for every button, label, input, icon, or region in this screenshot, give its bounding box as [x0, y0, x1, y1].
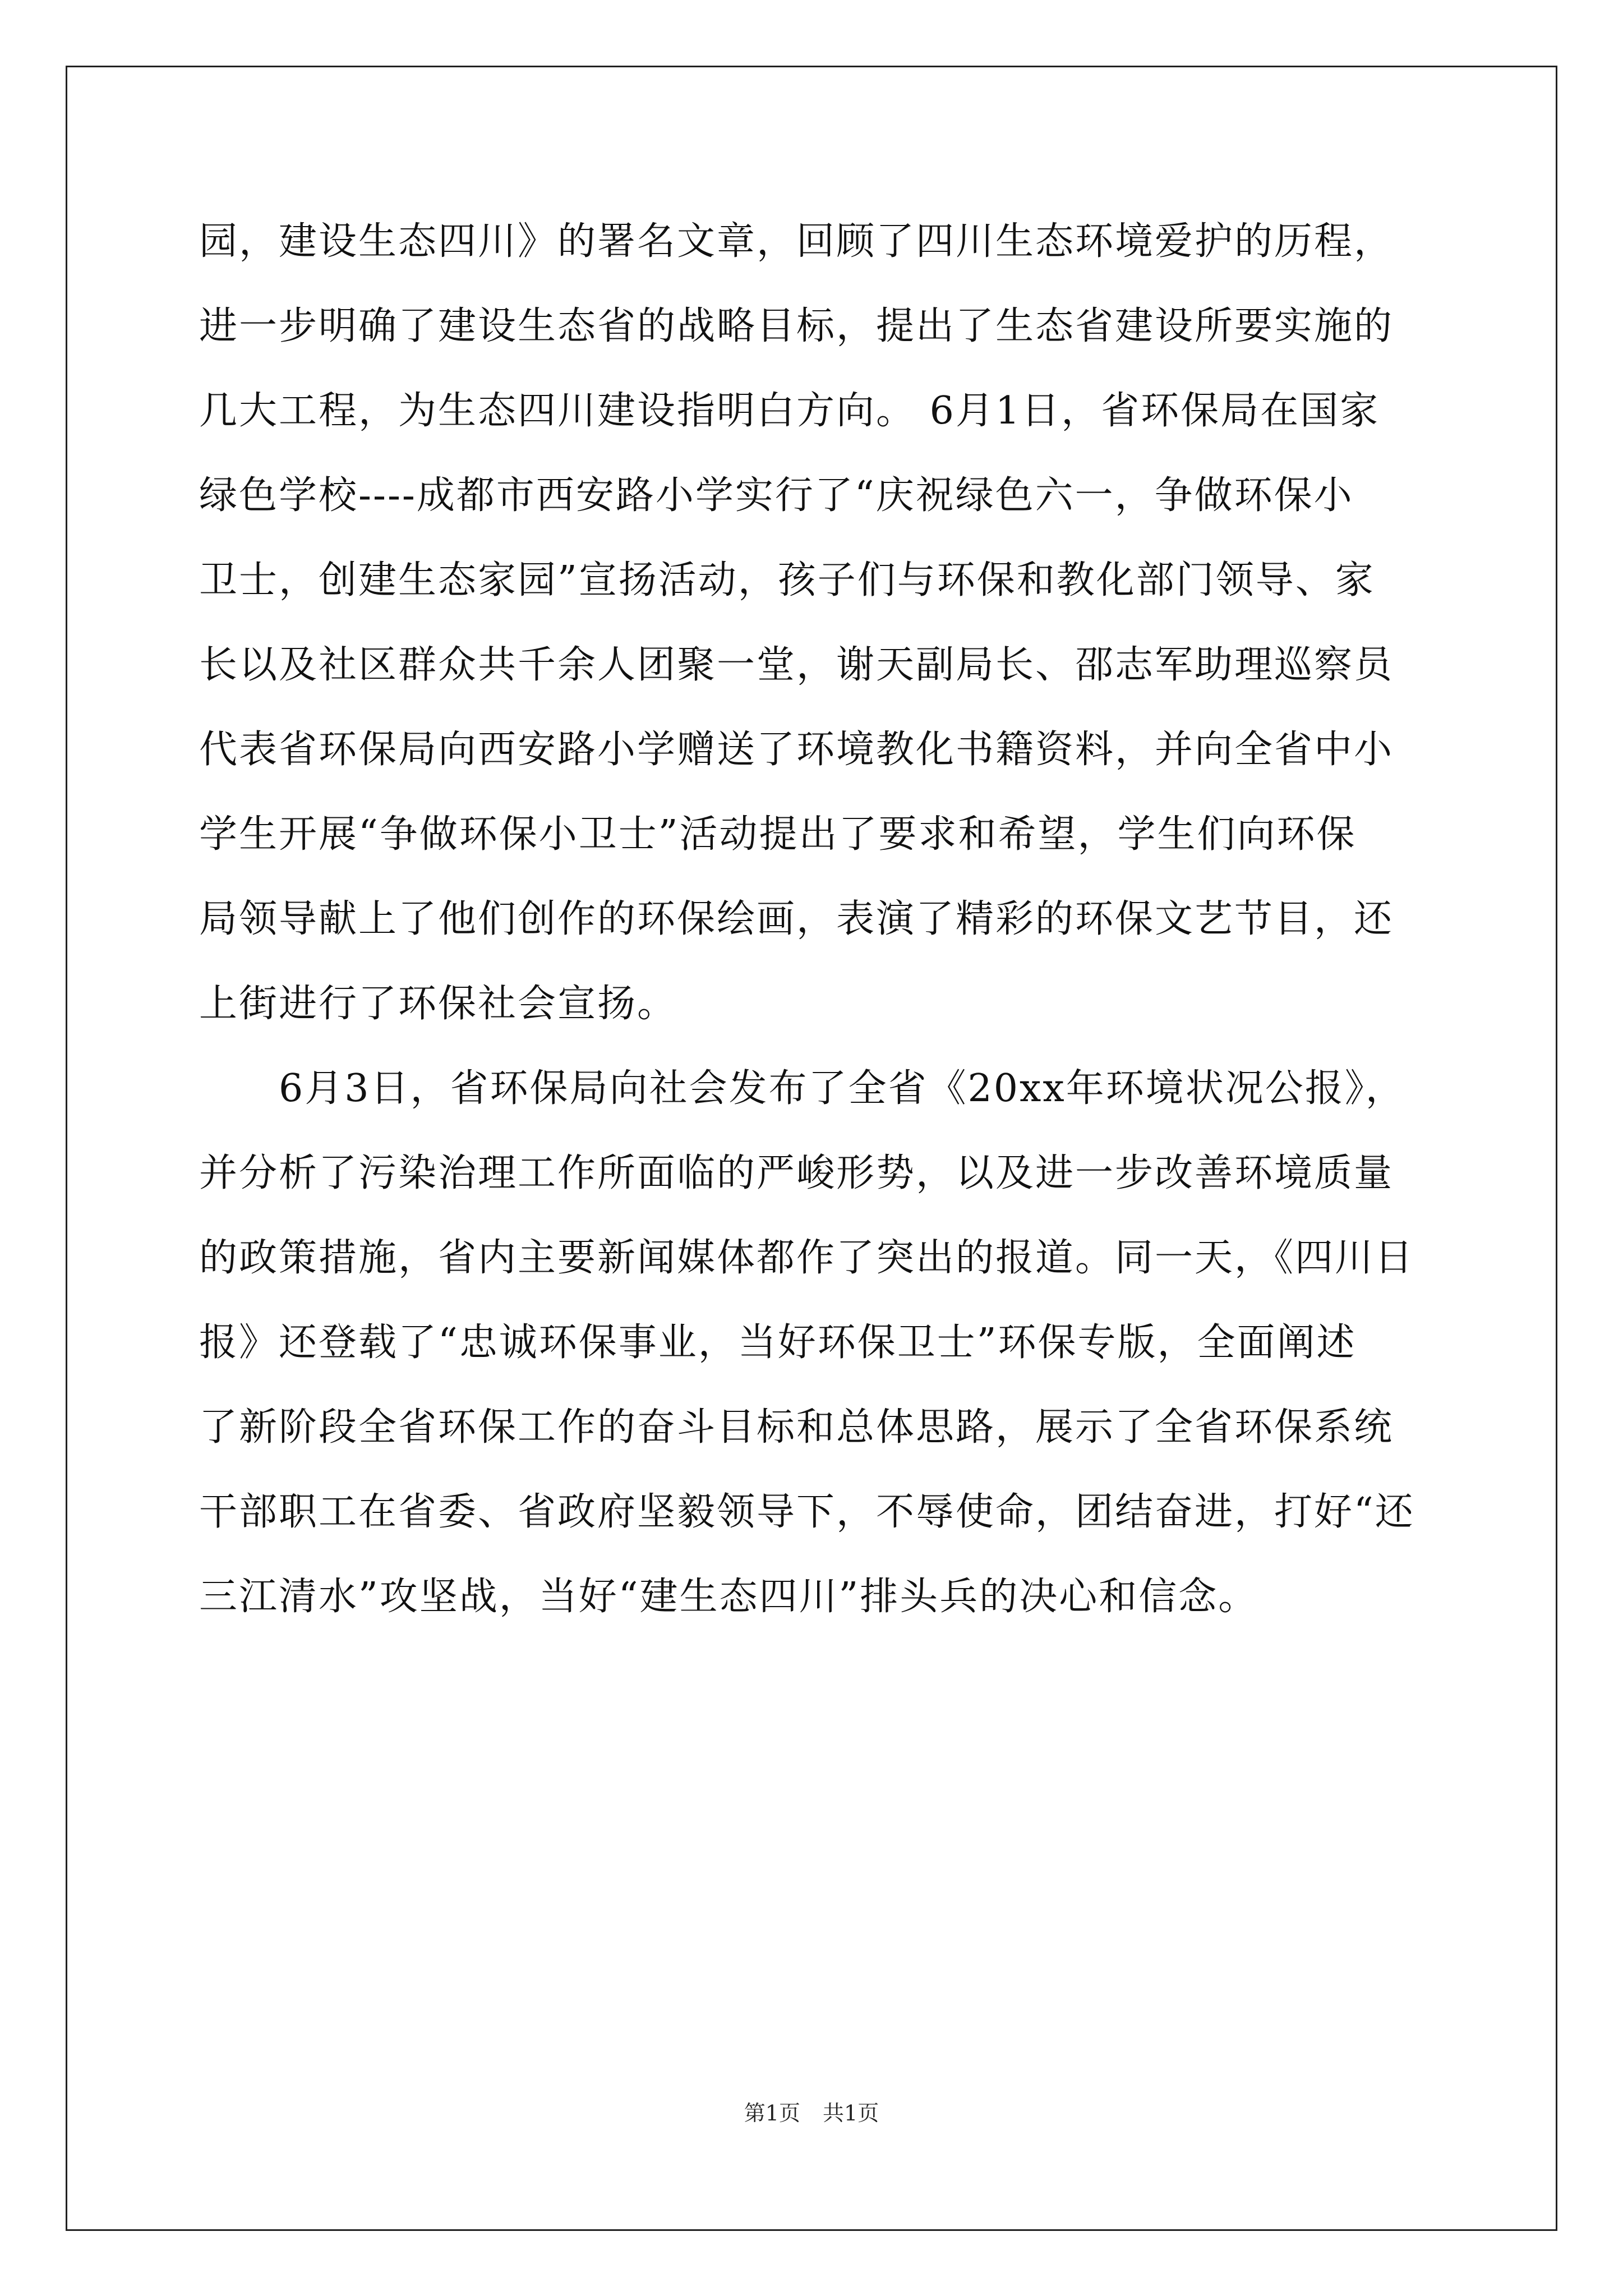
text-line: 绿色学校----成都市西安路小学实行了“庆祝绿色六一，争做环保小	[199, 473, 1354, 518]
text-line: 了新阶段全省环保工作的奋斗目标和总体思路，展示了全省环保系统	[199, 1405, 1394, 1450]
page-number: 第1页	[744, 2101, 800, 2125]
text-line: 上街进行了环保社会宣扬。	[199, 982, 677, 1026]
text-line: 干部职工在省委、省政府坚毅领导下，不辱使命，团结奋进，打好“还	[199, 1490, 1415, 1534]
text-line: 报》还登载了“忠诚环保事业，当好环保卫士”环保专版，全面阐述	[199, 1320, 1357, 1365]
text-line: 局领导献上了他们创作的环保绘画，表演了精彩的环保文艺节目，还	[199, 897, 1394, 941]
text-line: 进一步明确了建设生态省的战略目标，提出了生态省建设所要实施的	[199, 304, 1394, 348]
text-line: 并分析了污染治理工作所面临的严峻形势，以及进一步改善环境质量	[199, 1151, 1394, 1195]
text-line: 6月3日，省环保局向社会发布了全省《20xx年环境状况公报》，	[199, 1066, 1405, 1111]
text-line: 几大工程，为生态四川建设指明白方向。 6月1日，省环保局在国家	[199, 389, 1380, 433]
page-total: 共1页	[823, 2101, 879, 2125]
text-line: 学生开展“争做环保小卫士”活动提出了要求和希望，学生们向环保	[199, 812, 1357, 857]
text-line: 三江清水”攻坚战，当好“建生态四川”排头兵的决心和信念。	[199, 1575, 1258, 1619]
text-line: 的政策措施，省内主要新闻媒体都作了突出的报道。同一天，《四川日	[199, 1236, 1415, 1280]
text-line: 卫士，创建生态家园”宣扬活动，孩子们与环保和教化部门领导、家	[199, 558, 1375, 602]
document-body	[199, 199, 1444, 1639]
page-footer	[0, 2099, 1623, 2127]
text-line: 长以及社区群众共千余人团聚一堂，谢天副局长、邵志军助理巡察员	[199, 643, 1394, 687]
text-line: 园，建设生态四川》的署名文章，回顾了四川生态环境爱护的历程，	[199, 219, 1394, 264]
text-line: 代表省环保局向西安路小学赠送了环境教化书籍资料，并向全省中小	[199, 728, 1394, 772]
